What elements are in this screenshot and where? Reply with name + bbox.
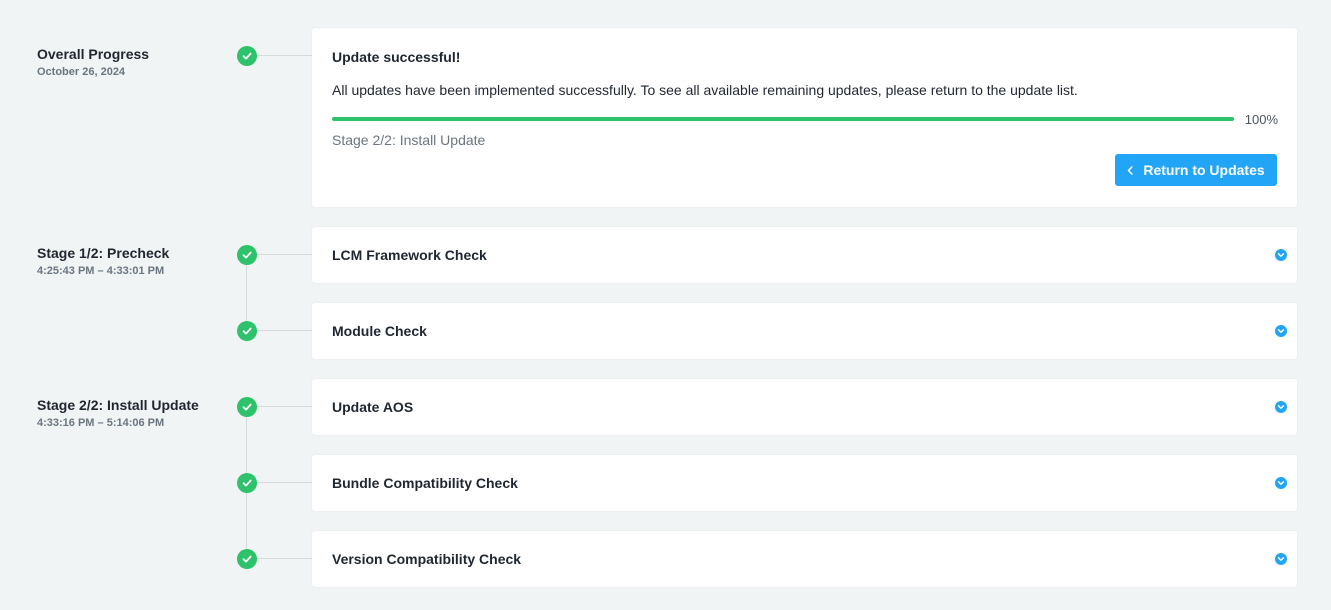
stage-1-time: 4:25:43 PM – 4:33:01 PM — [37, 265, 165, 277]
overall-progress-title: Overall Progress — [37, 46, 150, 62]
step-label: LCM Framework Check — [332, 247, 487, 263]
check-circle-icon — [237, 321, 257, 341]
chevron-down-icon[interactable] — [1275, 249, 1287, 261]
step-card-lcm-framework-check[interactable] — [312, 227, 1297, 283]
chevron-left-icon — [1127, 166, 1133, 175]
step-label: Module Check — [332, 323, 427, 339]
progress-bar-fill — [332, 117, 1234, 121]
timeline-branch — [257, 55, 312, 56]
step-card-bundle-compatibility-check[interactable] — [312, 455, 1297, 511]
update-summary-card — [312, 28, 1297, 207]
chevron-down-icon[interactable] — [1275, 401, 1287, 413]
step-card-update-aos[interactable] — [312, 379, 1297, 435]
stage-1-title: Stage 1/2: Precheck — [37, 245, 170, 261]
check-circle-icon — [237, 245, 257, 265]
step-label: Update AOS — [332, 399, 414, 415]
summary-title: Update successful! — [332, 49, 461, 65]
current-stage-text: Stage 2/2: Install Update — [332, 132, 486, 148]
check-circle-icon — [237, 46, 257, 66]
chevron-down-icon[interactable] — [1275, 553, 1287, 565]
step-card-module-check[interactable] — [312, 303, 1297, 359]
stage-2-title: Stage 2/2: Install Update — [37, 397, 199, 413]
check-circle-icon — [237, 549, 257, 569]
step-label: Version Compatibility Check — [332, 551, 522, 567]
timeline-branch — [257, 482, 312, 483]
timeline-branch — [257, 558, 312, 559]
progress-bar — [332, 117, 1234, 121]
progress-percent: 100% — [1244, 112, 1278, 127]
timeline-branch — [257, 254, 312, 255]
return-to-updates-label: Return to Updates — [1143, 162, 1265, 178]
step-label: Bundle Compatibility Check — [332, 475, 518, 491]
chevron-down-icon[interactable] — [1275, 325, 1287, 337]
check-circle-icon — [237, 397, 257, 417]
timeline-branch — [257, 406, 312, 407]
step-card-version-compatibility-check[interactable] — [312, 531, 1297, 587]
summary-description: All updates have been implemented successfully. To see all available remaining updates, please return to the update list. — [332, 82, 1078, 98]
overall-progress-date: October 26, 2024 — [37, 66, 126, 78]
timeline-branch — [257, 330, 312, 331]
stage-2-time: 4:33:16 PM – 5:14:06 PM — [37, 417, 165, 429]
check-circle-icon — [237, 473, 257, 493]
chevron-down-icon[interactable] — [1275, 477, 1287, 489]
return-to-updates-button[interactable] — [1115, 154, 1277, 186]
